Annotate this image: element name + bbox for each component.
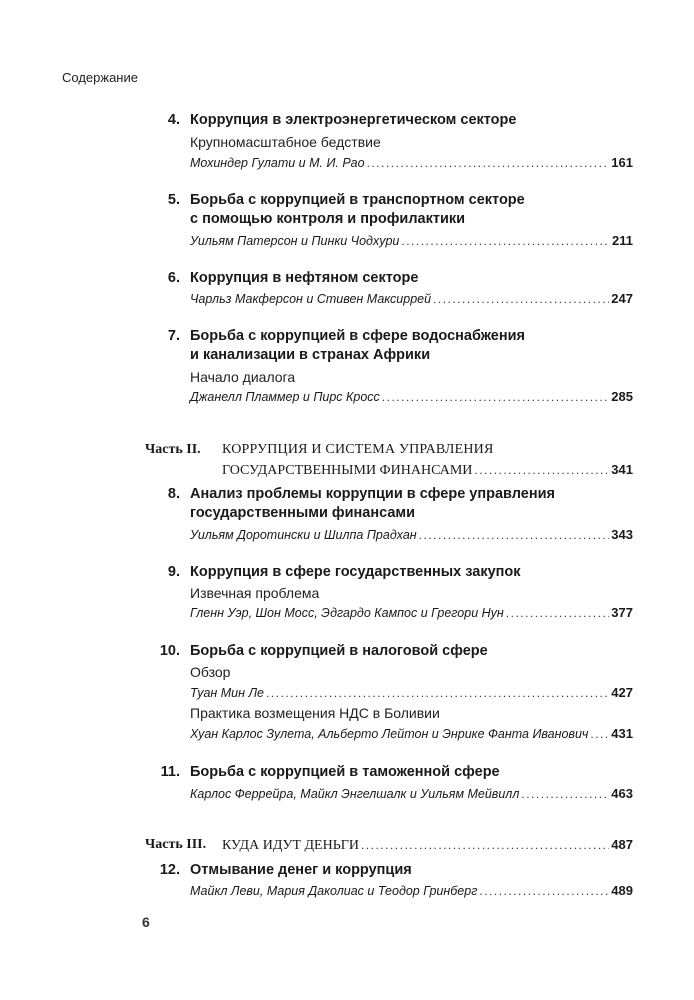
page-ref: 343 bbox=[611, 527, 633, 542]
chapter-number: 8. bbox=[167, 486, 180, 502]
chapter-authors: Чарльз Макферсон и Стивен Максиррей bbox=[190, 292, 432, 306]
chapter-authors: Туан Мин Ле bbox=[190, 686, 265, 700]
toc-entry-line[interactable] bbox=[190, 154, 633, 172]
chapter-number: 11. bbox=[160, 764, 180, 780]
chapter-title[interactable]: Коррупция в электроэнергетическом секторе bbox=[190, 112, 517, 128]
toc-entry-line[interactable] bbox=[190, 290, 633, 308]
part-title-text: КУДА ИДУТ ДЕНЬГИ bbox=[222, 838, 359, 853]
chapter-title[interactable]: Борьба с коррупцией в налоговой сфере bbox=[190, 643, 488, 659]
chapter-number: 5. bbox=[167, 192, 180, 208]
leader-dots bbox=[474, 460, 609, 480]
chapter-title-line1[interactable]: Борьба с коррупцией в транспортном секторе bbox=[190, 192, 525, 208]
leader-dots bbox=[382, 388, 610, 406]
leader-dots bbox=[521, 785, 609, 803]
leader-dots bbox=[266, 684, 609, 702]
part-label: Часть III. bbox=[145, 837, 207, 852]
toc-entry-line[interactable] bbox=[190, 232, 633, 250]
toc-entry-line[interactable] bbox=[190, 785, 633, 803]
part-title-line[interactable] bbox=[222, 835, 633, 856]
page-ref: 487 bbox=[611, 837, 633, 852]
page-ref: 489 bbox=[611, 883, 633, 898]
leader-dots bbox=[361, 835, 609, 855]
toc-entry-line[interactable] bbox=[190, 526, 633, 544]
page-ref: 341 bbox=[611, 462, 633, 477]
leader-dots bbox=[590, 725, 609, 743]
page-ref: 211 bbox=[612, 233, 633, 248]
chapter-authors: Майкл Леви, Мария Даколиас и Теодор Гринберг bbox=[190, 884, 478, 898]
chapter-title[interactable]: Борьба с коррупцией в таможенной сфере bbox=[190, 764, 500, 780]
page-ref: 247 bbox=[611, 291, 633, 306]
leader-dots bbox=[433, 290, 609, 308]
chapter-title-line2[interactable]: и канализации в странах Африки bbox=[190, 347, 431, 363]
page-ref: 161 bbox=[611, 155, 633, 170]
chapter-number: 6. bbox=[167, 270, 180, 286]
part-title-line1[interactable]: КОРРУПЦИЯ И СИСТЕМА УПРАВЛЕНИЯ bbox=[222, 442, 494, 457]
chapter-authors: Мохиндер Гулати и М. И. Рао bbox=[190, 156, 365, 170]
chapter-authors: Уильям Патерсон и Пинки Чодхури bbox=[190, 234, 400, 248]
chapter-title-line1[interactable]: Борьба с коррупцией в сфере водоснабжения bbox=[190, 328, 526, 344]
chapter-title-line2[interactable]: государственными финансами bbox=[190, 505, 416, 521]
leader-dots bbox=[419, 526, 610, 544]
chapter-number: 4. bbox=[167, 112, 180, 128]
chapter-title[interactable]: Отмывание денег и коррупция bbox=[190, 862, 412, 878]
chapter-title[interactable]: Коррупция в сфере государственных закупок bbox=[190, 564, 521, 580]
leader-dots bbox=[479, 882, 609, 900]
chapter-authors: Карлос Феррейра, Майкл Энгелшалк и Уильям Мейвилл bbox=[190, 787, 520, 801]
page-ref: 377 bbox=[611, 605, 633, 620]
page-ref: 431 bbox=[611, 726, 633, 741]
chapter-title-line2[interactable]: с помощью контроля и профилактики bbox=[190, 211, 466, 227]
chapter-number: 7. bbox=[167, 328, 180, 344]
toc-entry-line[interactable] bbox=[190, 604, 633, 622]
chapter-authors: Гленн Уэр, Шон Мосс, Эдгардо Кампос и Грегори Нун bbox=[190, 606, 504, 620]
part-title-line2[interactable] bbox=[222, 460, 633, 481]
leader-dots bbox=[506, 604, 610, 622]
part-label: Часть II. bbox=[145, 442, 201, 457]
chapter-title-line1[interactable]: Анализ проблемы коррупции в сфере управления bbox=[190, 486, 555, 502]
chapter-authors: Уильям Доротински и Шилпа Прадхан bbox=[190, 528, 417, 542]
page-ref: 285 bbox=[611, 389, 633, 404]
toc-entry-line[interactable] bbox=[190, 388, 633, 406]
chapter-number: 9. bbox=[167, 564, 180, 580]
page-ref: 463 bbox=[611, 786, 633, 801]
chapter-number: 12. bbox=[159, 862, 180, 878]
part-title-text: ГОСУДАРСТВЕННЫМИ ФИНАНСАМИ bbox=[222, 463, 473, 478]
chapter-subtitle: Обзор bbox=[190, 664, 231, 680]
chapter-subsection-title: Практика возмещения НДС в Боливии bbox=[190, 705, 440, 721]
running-head: Содержание bbox=[62, 70, 138, 85]
chapter-authors: Джанелл Пламмер и Пирс Кросс bbox=[190, 390, 380, 404]
toc-entry-line[interactable] bbox=[190, 882, 633, 900]
chapter-subtitle: Крупномасштабное бедствие bbox=[190, 134, 381, 150]
page-ref: 427 bbox=[611, 685, 633, 700]
leader-dots bbox=[401, 232, 610, 250]
toc-entry-line[interactable] bbox=[190, 725, 633, 743]
chapter-authors: Хуан Карлос Зулета, Альберто Лейтон и Энрике Фанта Иванович bbox=[190, 727, 589, 741]
leader-dots bbox=[367, 154, 610, 172]
chapter-title[interactable]: Коррупция в нефтяном секторе bbox=[190, 270, 419, 286]
chapter-subtitle: Начало диалога bbox=[190, 369, 296, 385]
chapter-subtitle: Извечная проблема bbox=[190, 585, 320, 601]
chapter-number: 10. bbox=[159, 643, 180, 659]
toc-entry-line[interactable] bbox=[190, 684, 633, 702]
page-number: 6 bbox=[142, 914, 150, 930]
